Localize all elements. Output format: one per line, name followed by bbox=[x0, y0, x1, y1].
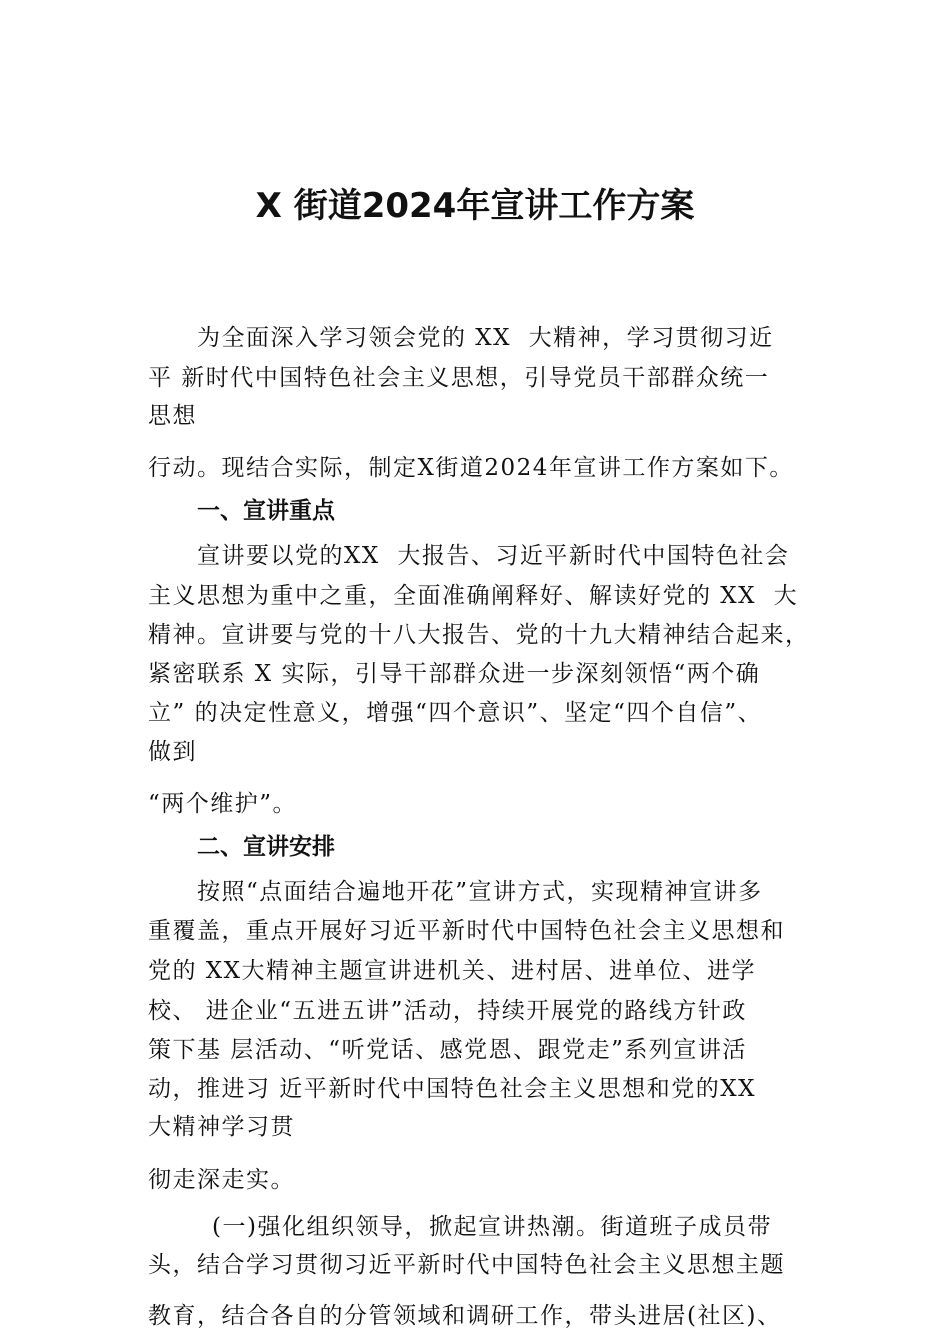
section-1-line-2: 主义思想为重中之重，全面准确阐释好、解读好党的 XX 大 bbox=[148, 583, 799, 609]
section-1-line-4: 紧密联系 X 实际，引导干部群众进一步深刻领悟“两个确 bbox=[148, 661, 761, 687]
section-2-line-5: 策下基 层活动、“听党话、感党恩、跟党走”系列宣讲活 bbox=[148, 1037, 747, 1063]
section-1-line-1: 宣讲要以党的XX 大报告、习近平新时代中国特色社会 bbox=[197, 543, 790, 569]
section-1-line-7: “两个维护”。 bbox=[148, 791, 298, 817]
section-2-line-1: 按照“点面结合遍地开花”宣讲方式，实现精神宣讲多 bbox=[197, 879, 763, 905]
section-2-line-7: 大精神学习贯 bbox=[148, 1114, 295, 1140]
section-2-heading: 二、宣讲安排 bbox=[197, 834, 335, 860]
section-2-line-3: 党的 XX大精神主题宣讲进机关、进村居、进单位、进学 bbox=[148, 958, 757, 984]
section-1-line-6: 做到 bbox=[148, 739, 197, 765]
section-2-line-9: (一)强化组织领导，掀起宣讲热潮。街道班子成员带 bbox=[212, 1214, 772, 1240]
section-2-line-11: 教育，结合各自的分管领域和调研工作，带头进居(社区)、 bbox=[148, 1303, 782, 1329]
section-1-line-5: 立” 的决定性意义，增强“四个意识”、坚定“四个自信”、 bbox=[148, 700, 763, 726]
section-2-line-4: 校、 进企业“五进五讲”活动，持续开展党的路线方针政 bbox=[148, 998, 747, 1024]
section-1-heading: 一、宣讲重点 bbox=[197, 498, 335, 524]
section-2-line-2: 重覆盖，重点开展好习近平新时代中国特色社会主义思想和 bbox=[148, 918, 785, 944]
intro-line-2: 平 新时代中国特色社会主义思想，引导党员干部群众统一 bbox=[148, 365, 770, 391]
intro-line-3: 思想 bbox=[148, 403, 197, 429]
section-2-line-10: 头，结合学习贯彻习近平新时代中国特色社会主义思想主题 bbox=[148, 1252, 785, 1278]
document-title: X 街道2024年宣讲工作方案 bbox=[255, 186, 695, 226]
intro-line-4: 行动。现结合实际，制定X街道2024年宣讲工作方案如下。 bbox=[148, 455, 794, 481]
section-2-line-6: 动，推进习 近平新时代中国特色社会主义思想和党的XX bbox=[148, 1076, 757, 1102]
section-1-line-3: 精神。宣讲要与党的十八大报告、党的十九大精神结合起来， bbox=[148, 622, 810, 648]
intro-line-1: 为全面深入学习领会党的 XX 大精神，学习贯彻习近 bbox=[197, 325, 774, 351]
section-2-line-8: 彻走深走实。 bbox=[148, 1167, 295, 1193]
